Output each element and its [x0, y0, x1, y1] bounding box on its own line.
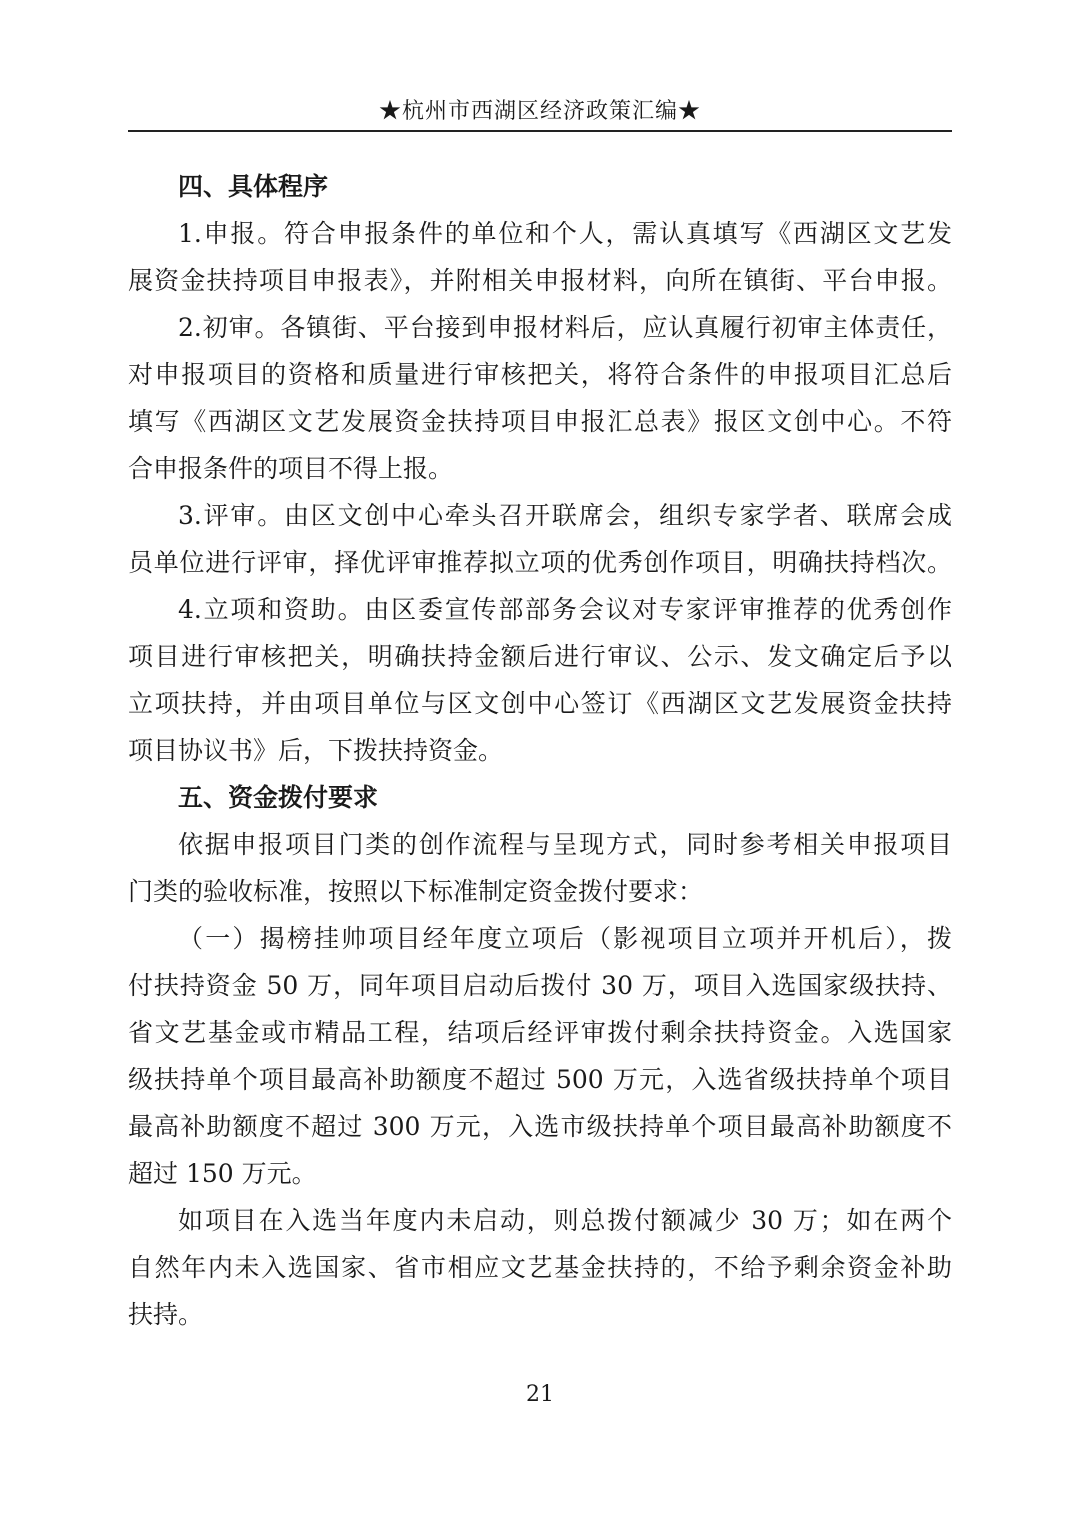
section-heading-funding: 五、资金拨付要求 — [178, 783, 379, 812]
paragraph-line: 3.评审。由区文创中心牵头召开联席会，组织专家学者、联席会成 — [178, 501, 952, 530]
paragraph-line: 省文艺基金或市精品工程，结项后经评审拨付剩余扶持资金。入选国家 — [128, 1018, 952, 1047]
paragraph-line: 项目协议书》后，下拨扶持资金。 — [128, 736, 504, 765]
header-divider — [128, 130, 952, 132]
running-header: ★杭州市西湖区经济政策汇编★ — [378, 99, 701, 124]
paragraph-line: 合申报条件的项目不得上报。 — [128, 454, 454, 483]
paragraph-line: 超过 150 万元。 — [128, 1159, 317, 1188]
paragraph-line: 2.初审。各镇街、平台接到申报材料后，应认真履行初审主体责任， — [178, 313, 952, 342]
page-number: 21 — [526, 1382, 554, 1407]
paragraph-line: 项目进行审核把关，明确扶持金额后进行审议、公示、发文确定后予以 — [128, 642, 952, 671]
paragraph-line: （一）揭榜挂帅项目经年度立项后（影视项目立项并开机后），拨 — [178, 924, 952, 953]
paragraph-line: 4.立项和资助。由区委宣传部部务会议对专家评审推荐的优秀创作 — [178, 595, 952, 624]
section-heading-procedure: 四、具体程序 — [178, 172, 329, 201]
paragraph-line: 展资金扶持项目申报表》，并附相关申报材料，向所在镇街、平台申报。 — [128, 266, 952, 295]
paragraph-line: 1.申报。符合申报条件的单位和个人，需认真填写《西湖区文艺发 — [178, 219, 952, 248]
paragraph-line: 扶持。 — [128, 1300, 204, 1329]
paragraph-line: 如项目在入选当年度内未启动，则总拨付额减少 30 万；如在两个 — [178, 1206, 952, 1235]
paragraph-line: 自然年内未入选国家、省市相应文艺基金扶持的，不给予剩余资金补助 — [128, 1253, 952, 1282]
paragraph-line: 对申报项目的资格和质量进行审核把关，将符合条件的申报项目汇总后 — [128, 360, 952, 389]
paragraph-line: 门类的验收标准，按照以下标准制定资金拨付要求： — [128, 877, 704, 906]
paragraph-line: 依据申报项目门类的创作流程与呈现方式，同时参考相关申报项目 — [178, 830, 952, 859]
paragraph-line: 立项扶持，并由项目单位与区文创中心签订《西湖区文艺发展资金扶持 — [128, 689, 952, 718]
document-body — [128, 163, 952, 1338]
paragraph-line: 级扶持单个项目最高补助额度不超过 500 万元，入选省级扶持单个项目 — [128, 1065, 952, 1094]
paragraph-line: 最高补助额度不超过 300 万元，入选市级扶持单个项目最高补助额度不 — [128, 1112, 952, 1141]
paragraph-line: 填写《西湖区文艺发展资金扶持项目申报汇总表》报区文创中心。不符 — [128, 407, 952, 436]
paragraph-line: 员单位进行评审，择优评审推荐拟立项的优秀创作项目，明确扶持档次。 — [128, 548, 952, 577]
paragraph-line: 付扶持资金 50 万，同年项目启动后拨付 30 万，项目入选国家级扶持、 — [128, 971, 952, 1000]
